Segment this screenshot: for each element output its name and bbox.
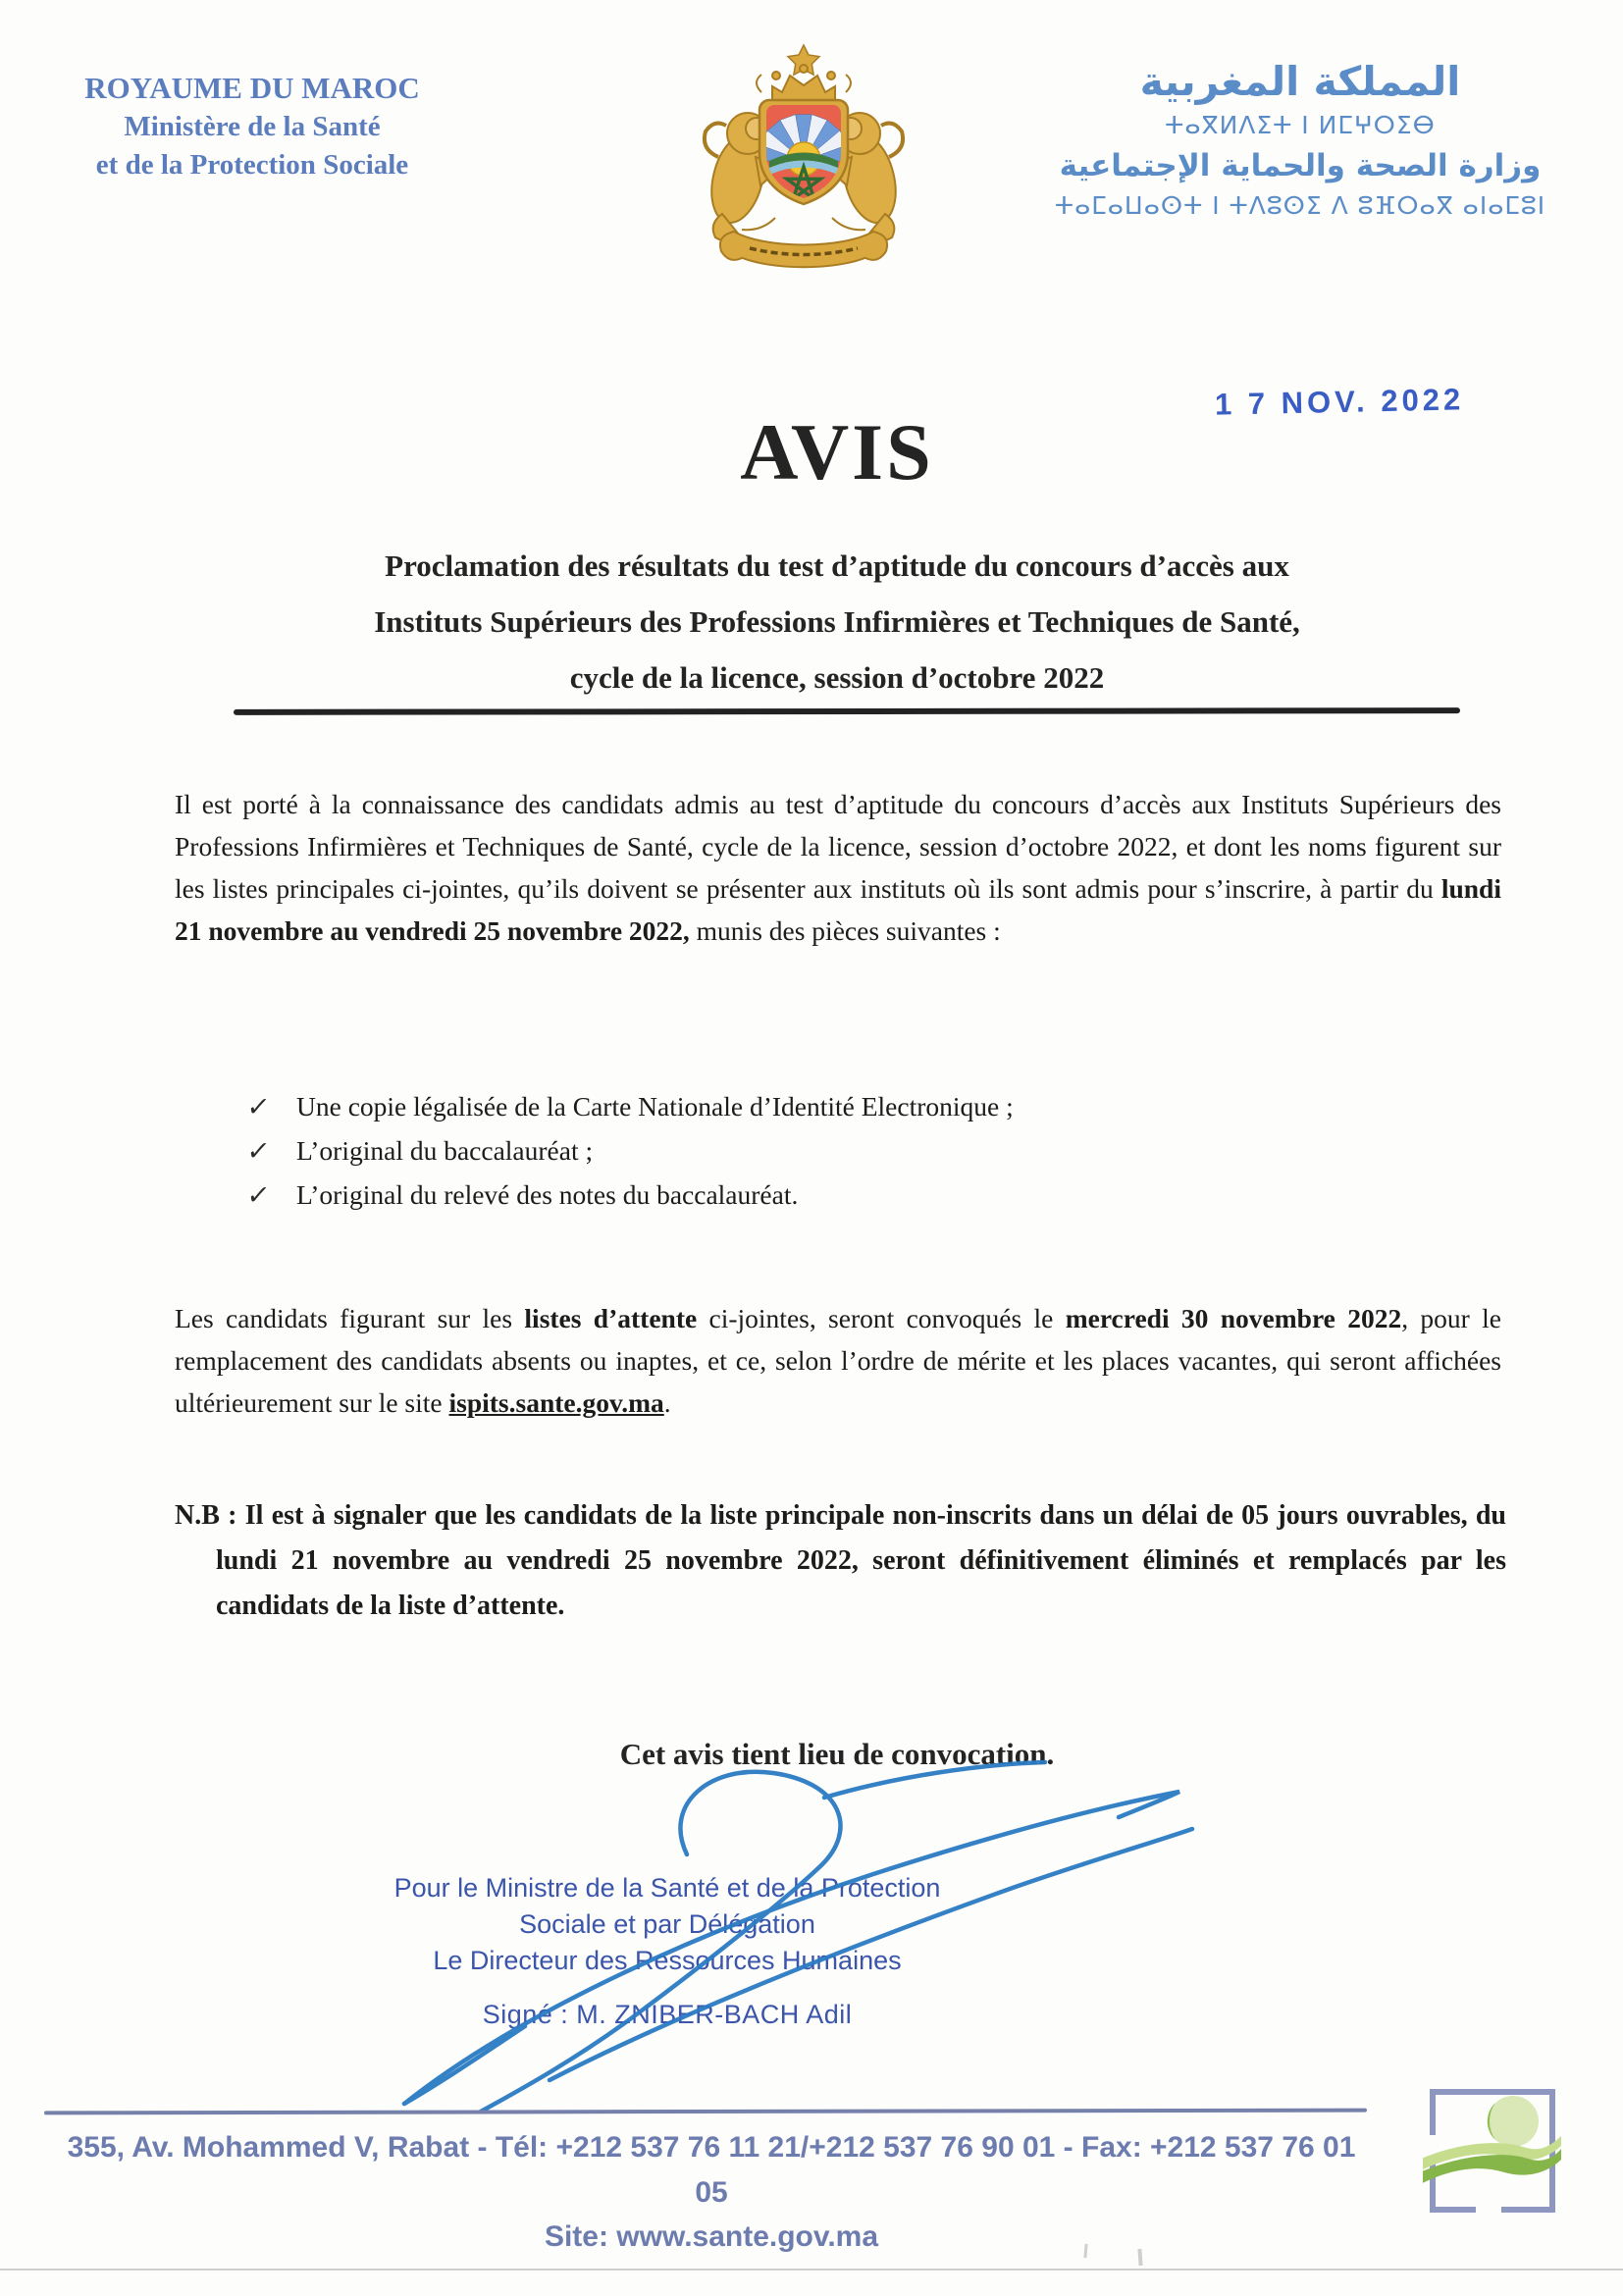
nota-bene-paragraph: N.B : Il est à signaler que les candidats de la liste principale non-inscrits dans un délai de 05 jours ouvrables, du lundi 21 novembre au vendredi 25 novembre 2022, seront définitivement éliminés et remplacés par les candidats de la liste d’attente.	[175, 1500, 1507, 1621]
closing-statement: Cet avis tient lieu de convocation.	[619, 1737, 1055, 1771]
list-item	[244, 1091, 1425, 1122]
signature-line-3: Le Directeur des Ressources Humaines	[433, 1946, 902, 1975]
signed-by: Signé : M. ZNIBER-BACH Adil	[482, 2000, 853, 2029]
signature-line-2: Sociale et par Délégation	[519, 1909, 815, 1939]
ministry-header-ar	[1011, 55, 1590, 224]
footer-address: 355, Av. Mohammed V, Rabat - Tél: +212 537 76 11 21/+212 537 76 90 01 - Fax: +212 537 76 01 05	[67, 2131, 1356, 2209]
document-item-text: L’original du relevé des notes du baccalauréat.	[296, 1179, 799, 1210]
footer-website: Site: www.sante.gov.ma	[544, 2220, 879, 2253]
kingdom-title-tifinagh: ⵜⴰⴳⵍⴷⵉⵜ ⵏ ⵍⵎⵖⵔⵉⴱ	[1165, 111, 1436, 139]
ministry-title-tifinagh: ⵜⴰⵎⴰⵡⴰⵙⵜ ⵏ ⵜⴷⵓⵙⵉ ⴷ ⵓⴼⵔⴰⴳ ⴰⵏⴰⵎⵓⵏ	[1054, 191, 1546, 220]
intro-paragraph: Il est porté à la connaissance des candidats admis au test d’aptitude du concours d’accès aux Instituts Supérieurs des Professions Infirmières et Techniques de Santé, cycle de la licence, session d’octobre 2022, et dont les noms figurent sur les listes principales ci-jointes, qu’ils doivent se présenter aux instituts où ils sont admis pour s’inscrire, à partir du lundi 21 novembre au vendredi 25 novembre 2022, munis des pièces suivantes :	[175, 789, 1501, 946]
document-item-text: L’original du baccalauréat ;	[296, 1135, 594, 1166]
footer-divider-rule	[44, 2109, 1367, 2115]
document-item-text: Une copie légalisée de la Carte Nationale d’Identité Electronique ;	[296, 1091, 1014, 1122]
scan-edge-line	[0, 2269, 1623, 2270]
signature-line-1: Pour le Ministre de la Santé et de la Protection	[393, 1873, 941, 1903]
list-item	[244, 1179, 1425, 1211]
signature-block	[393, 1870, 942, 2033]
checkmark-icon: ✓	[244, 1092, 272, 1122]
subtitle-line-2: Instituts Supérieurs des Professions Infirmières et Techniques de Santé,	[374, 604, 1300, 639]
moroccan-coat-of-arms-icon	[679, 39, 928, 287]
kingdom-title-fr: ROYAUME DU MAROC	[84, 71, 420, 105]
title-divider-rule	[234, 707, 1460, 715]
ministry-header-fr	[41, 69, 463, 184]
kingdom-title-ar: المملكة المغربية	[1139, 58, 1461, 105]
document-subtitle	[175, 538, 1499, 705]
waiting-list-paragraph: Les candidats figurant sur les listes d’attente ci-jointes, seront convoqués le mercredi 30 novembre 2022, pour le remplacement des candidats absents ou inaptes, et ce, selon l’ordre de mérite et les places vacantes, qui seront affichées ultérieurement sur le site ispits.sante.gov.ma.	[175, 1303, 1502, 1418]
page-title: AVIS	[740, 407, 934, 496]
date-stamp: 1 7 NOV. 2022	[1214, 382, 1465, 422]
footer	[59, 2125, 1364, 2259]
ministry-health-logo-icon	[1423, 2084, 1562, 2219]
subtitle-line-1: Proclamation des résultats du test d’aptitude du concours d’accès aux	[385, 548, 1289, 583]
ministry-title-ar: وزارة الصحة والحماية الإجتماعية	[1059, 148, 1542, 183]
subtitle-line-3: cycle de la licence, session d’octobre 2022	[569, 660, 1105, 695]
list-item	[244, 1135, 1425, 1167]
ministry-line2-fr: et de la Protection Sociale	[95, 149, 409, 181]
checkmark-icon: ✓	[244, 1136, 272, 1167]
checkmark-icon: ✓	[244, 1180, 272, 1211]
ministry-line-fr: Ministère de la Santé	[124, 111, 381, 142]
required-documents-list	[244, 1091, 1425, 1224]
